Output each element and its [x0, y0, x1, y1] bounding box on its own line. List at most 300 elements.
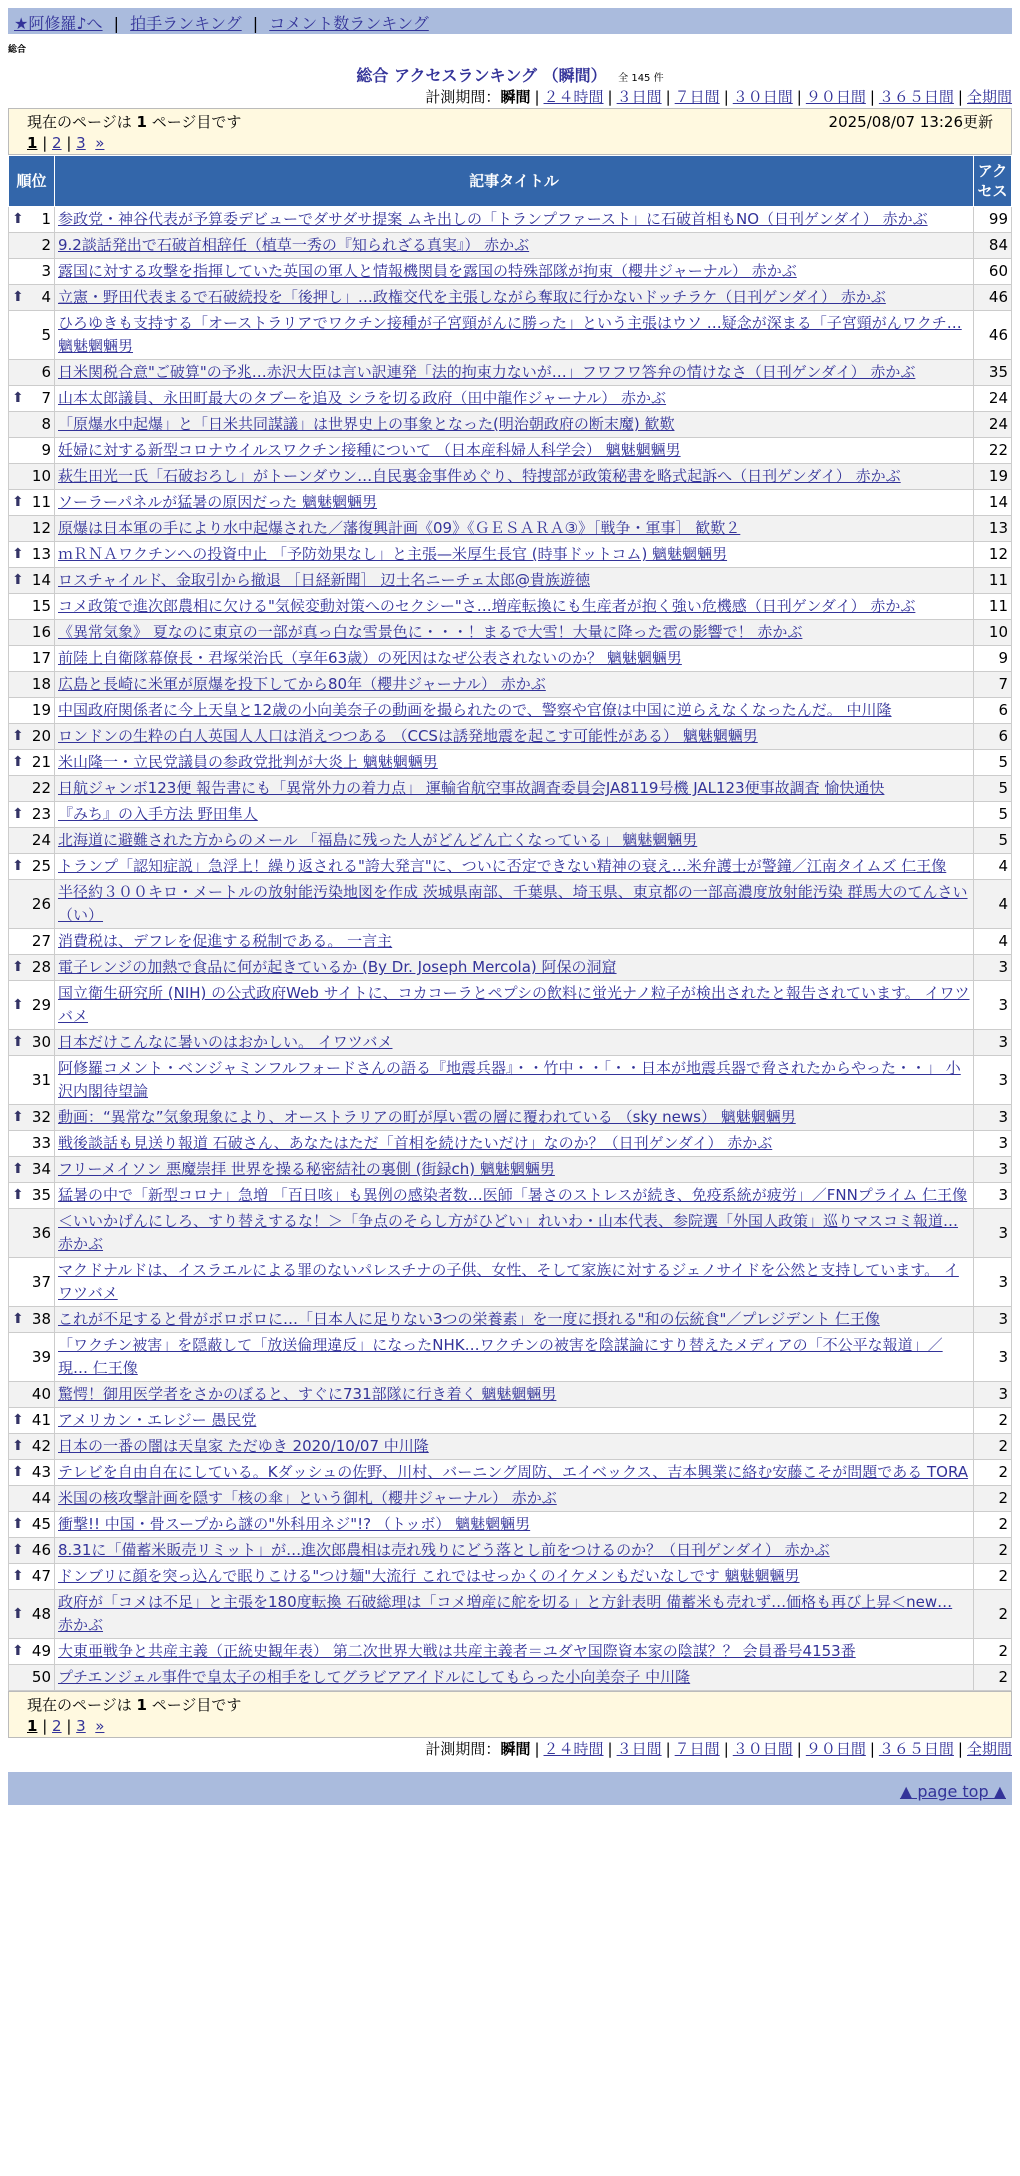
- table-row: [9, 1460, 1012, 1486]
- rank-number: 40: [31, 1385, 51, 1403]
- period-link[interactable]: ９０日間: [805, 88, 866, 106]
- rank-cell: [9, 698, 55, 724]
- rank-cell: [9, 1538, 55, 1564]
- rank-number: 16: [31, 623, 51, 641]
- page-number: 1: [136, 113, 147, 131]
- table-row: [9, 1131, 1012, 1157]
- rank-number: 13: [31, 545, 51, 563]
- rank-number: 23: [31, 805, 51, 823]
- rank-cell: [9, 1183, 55, 1209]
- rank-cell: [9, 1408, 55, 1434]
- rank-number: 46: [31, 1541, 51, 1559]
- article-link[interactable]: 米国の核攻撃計画を隠す「核の傘」という御札（櫻井ジャーナル） 赤かぶ: [58, 1489, 557, 1507]
- page-info-box: [8, 108, 1012, 155]
- access-count: 2: [974, 1408, 1012, 1434]
- rank-cell: [9, 854, 55, 880]
- title-cell: [55, 828, 974, 854]
- article-link[interactable]: ＜いいかげんにしろ、すり替えするな！＞「争点のそらし方がひどい」れいわ・山本代表、参院選「外国人政策」巡りマスコミ報道… 赤かぶ: [58, 1212, 959, 1253]
- access-count: 5: [974, 828, 1012, 854]
- access-count: 5: [974, 802, 1012, 828]
- article-link[interactable]: ソーラーパネルが猛暑の原因だった 魑魅魍魎男: [58, 493, 378, 511]
- home-link[interactable]: ★阿修羅♪へ: [14, 14, 103, 33]
- access-count: 46: [974, 285, 1012, 311]
- rank-cell: [9, 1639, 55, 1665]
- title-cell: [55, 1382, 974, 1408]
- rank-cell: [9, 1382, 55, 1408]
- table-row: [9, 259, 1012, 285]
- rank-cell: [9, 490, 55, 516]
- article-link[interactable]: 萩生田光一氏「石破おろし」がトーンダウン…自民裏金事件めぐり、特捜部が政策秘書を略式起訴へ（日刊ゲンダイ） 赤かぶ: [58, 467, 901, 485]
- period-link[interactable]: 全期間: [966, 88, 1012, 106]
- article-link[interactable]: 立憲・野田代表まるで石破続投を「後押し」…政権交代を主張しながら奪取に行かないドッチラケ（日刊ゲンダイ） 赤かぶ: [58, 288, 886, 306]
- article-link[interactable]: 国立衛生研究所 (NIH) の公式政府Web サイトに、コカコーラとペプシの飲料に蛍光ナノ粒子が検出されたと報告されています。 イワツバメ: [58, 984, 970, 1025]
- article-link[interactable]: 露国に対する攻撃を指揮していた英国の軍人と情報機関員を露国の特殊部隊が拘束（櫻井ジャーナル） 赤かぶ: [58, 262, 797, 280]
- access-count: 3: [974, 1382, 1012, 1408]
- rank-cell: [9, 207, 55, 233]
- title-cell: [55, 646, 974, 672]
- rank-cell: [9, 1157, 55, 1183]
- access-count: 2: [974, 1665, 1012, 1691]
- article-link[interactable]: 北海道に避難された方からのメール 「福島に残った人がどんどん亡くなっている」 魑魅魍魎男: [58, 831, 698, 849]
- rank-number: 15: [31, 597, 51, 615]
- table-row: [9, 1382, 1012, 1408]
- rank-number: 12: [31, 519, 51, 537]
- rank-cell: [9, 516, 55, 542]
- rank-number: 41: [31, 1411, 51, 1429]
- title-header: 記事タイトル: [55, 156, 974, 207]
- ranking-table: [8, 155, 1012, 1691]
- rank-cell: [9, 672, 55, 698]
- article-link[interactable]: 大東亜戦争と共産主義（正統史観年表） 第二次世界大戦は共産主義者＝ユダヤ国際資本家の陰謀？？ 会員番号4153番: [58, 1642, 856, 1660]
- rank-number: 20: [31, 727, 51, 745]
- table-row: [9, 1486, 1012, 1512]
- rank-cell: [9, 724, 55, 750]
- access-count: 3: [974, 1183, 1012, 1209]
- access-count: 19: [974, 464, 1012, 490]
- article-link[interactable]: 広島と長崎に米軍が原爆を投下してから80年（櫻井ジャーナル） 赤かぶ: [58, 675, 546, 693]
- table-row: [9, 285, 1012, 311]
- access-count: 2: [974, 1486, 1012, 1512]
- access-count: 9: [974, 646, 1012, 672]
- period-link[interactable]: ３０日間: [732, 1740, 793, 1758]
- title-cell: [55, 464, 974, 490]
- rank-number: 33: [31, 1134, 51, 1152]
- period-link[interactable]: ３０日間: [732, 88, 793, 106]
- up-arrow-icon: ⬆: [12, 1438, 24, 1454]
- rank-number: 42: [31, 1437, 51, 1455]
- article-link[interactable]: 猛暑の中で「新型コロナ」急増 「百日咳」も異例の感染者数…医師「暑さのストレスが続き、免疫系統が疲労」／FNNプライム 仁王像: [58, 1186, 968, 1204]
- title-cell: [55, 1258, 974, 1307]
- rank-cell: [9, 955, 55, 981]
- article-link[interactable]: 阿修羅コメント・ベンジャミンフルフォードさんの語る『地震兵器』・・竹中・・「・・日本が地震兵器で脅されたからやった・・」 小沢内閣待望論: [58, 1059, 961, 1100]
- rank-number: 30: [31, 1033, 51, 1051]
- article-link[interactable]: トランプ「認知症説」急浮上！繰り返される"誇大発言"に、ついに否定できない精神の衰え…米弁護士が警鐘／江南タイムズ 仁王像: [58, 857, 947, 875]
- period-separator: |: [607, 88, 613, 106]
- rank-cell: [9, 386, 55, 412]
- period-separator: |: [869, 88, 875, 106]
- article-link[interactable]: コメ政策で進次郎農相に欠ける"気候変動対策へのセクシー"さ…増産転換にも生産者が抱く強い危機感（日刊ゲンダイ） 赤かぶ: [58, 597, 916, 615]
- clap-ranking-link[interactable]: 拍手ランキング: [130, 14, 242, 33]
- rank-cell: [9, 285, 55, 311]
- period-link[interactable]: ３日間: [616, 1740, 662, 1758]
- title-cell: [55, 672, 974, 698]
- rank-number: 29: [31, 995, 51, 1014]
- article-link[interactable]: 日本だけこんなに暑いのはおかしい。 イワツバメ: [58, 1033, 393, 1051]
- pagination: [27, 1717, 993, 1735]
- rank-cell: [9, 1665, 55, 1691]
- article-link[interactable]: 山本太郎議員、永田町最大のタブーを追及 シラを切る政府（田中龍作ジャーナル） 赤かぶ: [58, 389, 667, 407]
- rank-number: 50: [31, 1668, 51, 1686]
- rank-number: 39: [31, 1347, 51, 1366]
- period-current: 瞬間: [500, 88, 531, 106]
- access-count: 3: [974, 1307, 1012, 1333]
- article-link[interactable]: 衝撃!! 中国・骨スープから謎の"外科用ネジ"!? （トッボ） 魑魅魍魎男: [58, 1515, 531, 1533]
- article-link[interactable]: 『みち』の入手方法 野田隼人: [58, 805, 258, 823]
- title-cell: [55, 929, 974, 955]
- period-link[interactable]: ２４時間: [543, 88, 604, 106]
- title-cell: [55, 259, 974, 285]
- access-count: 3: [974, 981, 1012, 1030]
- title-cell: [55, 1639, 974, 1665]
- page-link[interactable]: 3: [76, 134, 86, 152]
- page-link[interactable]: 3: [76, 1717, 86, 1735]
- article-link[interactable]: 中国政府関係者に今上天皇と12歳の小向美奈子の動画を撮られたので、警察や官僚は中国に逆らえなくなったんだ。 中川隆: [58, 701, 892, 719]
- title-cell: [55, 1590, 974, 1639]
- table-row: [9, 955, 1012, 981]
- table-row: [9, 854, 1012, 880]
- page-separator: |: [61, 134, 77, 152]
- article-link[interactable]: テレビを自由自在にしている。Kダッシュの佐野、川村、バーニング周防、エイベックス、吉本興業に絡む安藤こそが問題である TORA: [58, 1463, 969, 1481]
- title-cell: [55, 285, 974, 311]
- access-count: 3: [974, 1030, 1012, 1056]
- period-link[interactable]: ７日間: [674, 1740, 720, 1758]
- rank-number: 32: [31, 1108, 51, 1126]
- period-link[interactable]: ２４時間: [543, 1740, 604, 1758]
- period-selector: [8, 86, 1012, 108]
- title-cell: [55, 1460, 974, 1486]
- article-link[interactable]: 戦後談話も見送り報道 石破さん、あなたはただ「首相を続けたいだけ」なのか？（日刊ゲンダイ） 赤かぶ: [58, 1134, 773, 1152]
- access-count: 3: [974, 1157, 1012, 1183]
- article-link[interactable]: これが不足すると骨がボロボロに…「日本人に足りない3つの栄養素」を一度に摂れる"和の伝統食"／プレジデント 仁王像: [58, 1310, 880, 1328]
- table-row: [9, 1307, 1012, 1333]
- title-cell: [55, 880, 974, 929]
- rank-cell: [9, 1512, 55, 1538]
- article-link[interactable]: ｍＲＮＡワクチンへの投資中止 「予防効果なし」と主張—米厚生長官 (時事ドットコム) 魑魅魍魎男: [58, 545, 728, 563]
- period-link[interactable]: ９０日間: [805, 1740, 866, 1758]
- article-link[interactable]: 妊婦に対する新型コロナウイルスワクチン接種について （日本産科婦人科学会） 魑魅魍魎男: [58, 441, 681, 459]
- title-cell: [55, 724, 974, 750]
- table-row: [9, 724, 1012, 750]
- page-separator: |: [37, 134, 53, 152]
- title-cell: [55, 412, 974, 438]
- access-count: 4: [974, 880, 1012, 929]
- period-link[interactable]: ３６５日間: [878, 88, 954, 106]
- page-link[interactable]: 2: [52, 1717, 62, 1735]
- rank-cell: [9, 233, 55, 259]
- rank-cell: [9, 568, 55, 594]
- table-row: [9, 981, 1012, 1030]
- title-cell: [55, 311, 974, 360]
- title-cell: [55, 981, 974, 1030]
- article-link[interactable]: 米山隆一・立民党議員の参政党批判が大炎上 魑魅魍魎男: [58, 753, 438, 771]
- article-link[interactable]: ドンブリに顔を突っ込んで眠りこける"つけ麺"大流行 これではせっかくのイケメンもだいなしです 魑魅魍魎男: [58, 1567, 800, 1585]
- page-link[interactable]: 2: [52, 134, 62, 152]
- period-separator: |: [723, 88, 729, 106]
- rank-cell: [9, 464, 55, 490]
- rank-cell: [9, 1307, 55, 1333]
- access-count: 3: [974, 1105, 1012, 1131]
- table-row: [9, 1258, 1012, 1307]
- up-arrow-icon: ⬆: [12, 1109, 24, 1125]
- up-arrow-icon: ⬆: [12, 858, 24, 874]
- access-count: 60: [974, 259, 1012, 285]
- rank-cell: [9, 1105, 55, 1131]
- access-count: 2: [974, 1639, 1012, 1665]
- title-cell: [55, 698, 974, 724]
- up-arrow-icon: ⬆: [12, 728, 24, 744]
- rank-number: 26: [31, 894, 51, 913]
- page-separator: |: [61, 1717, 77, 1735]
- comment-ranking-link[interactable]: コメント数ランキング: [269, 14, 429, 33]
- title-cell: [55, 490, 974, 516]
- footer-pagetop: [8, 1778, 1012, 1805]
- rank-number: 43: [31, 1463, 51, 1481]
- rank-cell: [9, 776, 55, 802]
- access-count: 6: [974, 724, 1012, 750]
- article-link[interactable]: ひろゆきも支持する「オーストラリアでワクチン接種が子宮頸がんに勝った」という主張はウソ …疑念が深まる「子宮頸がんワクチ… 魑魅魍魎男: [58, 314, 962, 355]
- title-cell: [55, 955, 974, 981]
- title-cell: [55, 1564, 974, 1590]
- rank-cell: [9, 594, 55, 620]
- updated-timestamp: 2025/08/07 13:26更新: [828, 113, 993, 131]
- period-link[interactable]: 全期間: [966, 1740, 1012, 1758]
- table-row: [9, 750, 1012, 776]
- rank-number: 5: [41, 325, 51, 344]
- pagination: [27, 134, 993, 152]
- article-link[interactable]: プチエンジェル事件で皇太子の相手をしてグラビアアイドルにしてもらった小向美奈子 中川隆: [58, 1668, 691, 1686]
- rank-cell: [9, 1333, 55, 1382]
- title-cell: [55, 1157, 974, 1183]
- total-count: 全 145 件: [618, 73, 664, 84]
- rank-cell: [9, 1131, 55, 1157]
- rank-number: 9: [41, 441, 51, 459]
- access-count: 84: [974, 233, 1012, 259]
- article-link[interactable]: ロンドンの生粋の白人英国人人口は消えつつある （CCSは誘発地震を起こす可能性がある） 魑魅魍魎男: [58, 727, 758, 745]
- article-link[interactable]: 原爆は日本軍の手により水中起爆された／藩復興計画《09》《ＧＥＳＡＲＡ③》［戦争・軍事］ 歓歎２: [58, 519, 741, 537]
- rank-number: 31: [31, 1070, 51, 1089]
- nav-separator: |: [113, 14, 120, 33]
- title-cell: [55, 516, 974, 542]
- page-link-current[interactable]: 1: [27, 1717, 38, 1735]
- title-cell: [55, 620, 974, 646]
- article-link[interactable]: 「ワクチン被害」を隠蔽して「放送倫理違反」になったNHK…ワクチンの被害を陰謀論にすり替えたメディアの「不公平な報道」／現… 仁王像: [58, 1336, 943, 1377]
- article-link[interactable]: 驚愕！御用医学者をさかのぼると、すぐに731部隊に行き着く 魑魅魍魎男: [58, 1385, 557, 1403]
- title-cell: [55, 568, 974, 594]
- article-link[interactable]: 「原爆水中起爆」と「日米共同謀議」は世界史上の事象となった(明治朝政府の断末魔) 歓歎: [58, 415, 675, 433]
- rank-number: 48: [31, 1604, 51, 1623]
- rank-cell: [9, 646, 55, 672]
- article-link[interactable]: 8.31に「備蓄米販売リミット」が…進次郎農相は売れ残りにどう落とし前をつけるのか？（日刊ゲンダイ） 赤かぶ: [58, 1541, 830, 1559]
- rank-number: 34: [31, 1160, 51, 1178]
- period-separator: |: [957, 1740, 963, 1758]
- table-row: [9, 516, 1012, 542]
- up-arrow-icon: ⬆: [12, 1161, 24, 1177]
- title-cell: [55, 1434, 974, 1460]
- up-arrow-icon: ⬆: [12, 1311, 24, 1327]
- rank-number: 2: [41, 236, 51, 254]
- article-link[interactable]: 政府が「コメは不足」と主張を180度転換 石破総理は「コメ増産に舵を切る」と方針表明 備蓄米も売れず…価格も再び上昇＜new… 赤かぶ: [58, 1593, 953, 1634]
- rank-cell: [9, 1056, 55, 1105]
- rank-cell: [9, 750, 55, 776]
- period-separator: |: [796, 1740, 802, 1758]
- page-top-link[interactable]: ▲ page top ▲: [899, 1782, 1006, 1801]
- period-separator: |: [957, 88, 963, 106]
- title-cell: [55, 1183, 974, 1209]
- access-count: 2: [974, 1538, 1012, 1564]
- article-link[interactable]: 日本の一番の闇は天皇家 ただゆき 2020/10/07 中川隆: [58, 1437, 429, 1455]
- rank-number: 18: [31, 675, 51, 693]
- table-row: [9, 1434, 1012, 1460]
- rank-number: 45: [31, 1515, 51, 1533]
- article-link[interactable]: 《異常気象》 夏なのに東京の一部が真っ白な雪景色に・・・！まるで大雪！大量に降った雹の影響で！ 赤かぶ: [58, 623, 803, 641]
- up-arrow-icon: ⬆: [12, 494, 24, 510]
- article-link[interactable]: 動画：“異常な”気象現象により、オーストラリアの町が厚い雹の層に覆われている （sky news） 魑魅魍魎男: [58, 1108, 796, 1126]
- title-cell: [55, 1665, 974, 1691]
- up-arrow-icon: ⬆: [12, 390, 24, 406]
- up-arrow-icon: ⬆: [12, 1034, 24, 1050]
- table-row: [9, 698, 1012, 724]
- access-count: 24: [974, 386, 1012, 412]
- table-row: [9, 1665, 1012, 1691]
- access-count: 4: [974, 854, 1012, 880]
- period-link[interactable]: ７日間: [674, 88, 720, 106]
- access-count: 2: [974, 1460, 1012, 1486]
- page-title: [8, 63, 1012, 86]
- rank-cell: [9, 620, 55, 646]
- up-arrow-icon: ⬆: [12, 546, 24, 562]
- rank-number: 47: [31, 1567, 51, 1585]
- period-separator: |: [723, 1740, 729, 1758]
- access-header: アクセス: [974, 156, 1012, 207]
- article-link[interactable]: 日米関税合意"ご破算"の予兆…赤沢大臣は言い訳連発「法的拘束力ないが…」フワフワ答弁の情けなさ（日刊ゲンダイ） 赤かぶ: [58, 363, 916, 381]
- access-count: 11: [974, 568, 1012, 594]
- table-row: [9, 1209, 1012, 1258]
- rank-cell: [9, 1564, 55, 1590]
- period-link[interactable]: ３日間: [616, 88, 662, 106]
- rank-cell: [9, 1486, 55, 1512]
- up-arrow-icon: ⬆: [12, 1516, 24, 1532]
- table-row: [9, 802, 1012, 828]
- table-row: [9, 929, 1012, 955]
- up-arrow-icon: ⬆: [12, 754, 24, 770]
- title-cell: [55, 1333, 974, 1382]
- page-link-current[interactable]: 1: [27, 134, 38, 152]
- access-count: 3: [974, 1258, 1012, 1307]
- title-cell: [55, 207, 974, 233]
- next-page-link[interactable]: »: [95, 1717, 105, 1735]
- access-count: 3: [974, 955, 1012, 981]
- up-arrow-icon: ⬆: [12, 289, 24, 305]
- rank-cell: [9, 542, 55, 568]
- article-link[interactable]: 消費税は、デフレを促進する税制である。 一言主: [58, 932, 393, 950]
- up-arrow-icon: ⬆: [12, 1643, 24, 1659]
- article-link[interactable]: 半径約３００キロ・メートルの放射能汚染地図を作成 茨城県南部、千葉県、埼玉県、東京都の一部高濃度放射能汚染 群馬大のてんさい（い）: [58, 883, 968, 924]
- title-cell: [55, 594, 974, 620]
- access-count: 46: [974, 311, 1012, 360]
- period-separator: |: [534, 1740, 540, 1758]
- rank-cell: [9, 360, 55, 386]
- access-count: 2: [974, 1564, 1012, 1590]
- article-link[interactable]: マクドナルドは、イスラエルによる罪のないパレスチナの子供、女性、そして家族に対するジェノサイドを公然と支持しています。 イワツバメ: [58, 1261, 959, 1302]
- rank-number: 24: [31, 831, 51, 849]
- page-separator: |: [37, 1717, 53, 1735]
- title-cell: [55, 360, 974, 386]
- access-count: 3: [974, 1056, 1012, 1105]
- up-arrow-icon: ⬆: [12, 1412, 24, 1428]
- article-link[interactable]: 9.2談話発出で石破首相辞任（植草一秀の『知られざる真実』） 赤かぶ: [58, 236, 530, 254]
- access-count: 11: [974, 594, 1012, 620]
- up-arrow-icon: ⬆: [12, 1464, 24, 1480]
- rank-number: 37: [31, 1272, 51, 1291]
- rank-header: 順位: [9, 156, 55, 207]
- table-row: [9, 438, 1012, 464]
- rank-number: 8: [41, 415, 51, 433]
- table-row: [9, 1538, 1012, 1564]
- up-arrow-icon: ⬆: [12, 806, 24, 822]
- access-count: 10: [974, 620, 1012, 646]
- top-nav-bar: [8, 8, 1012, 34]
- rank-cell: [9, 438, 55, 464]
- article-link[interactable]: 参政党・神谷代表が予算委デビューでダサダサ提案 ムキ出しの「トランプファースト」に石破首相もNO（日刊ゲンダイ） 赤かぶ: [58, 210, 928, 228]
- access-count: 3: [974, 1131, 1012, 1157]
- title-cell: [55, 233, 974, 259]
- period-link[interactable]: ３６５日間: [878, 1740, 954, 1758]
- article-link[interactable]: ロスチャイルド、金取引から撤退 ［日経新聞］ 辺土名ニーチェ太郎@貴族遊徳: [58, 571, 590, 589]
- rank-cell: [9, 828, 55, 854]
- next-page-link[interactable]: »: [95, 134, 105, 152]
- rank-cell: [9, 1460, 55, 1486]
- period-selector-bottom: [8, 1738, 1012, 1760]
- access-count: 6: [974, 698, 1012, 724]
- access-count: 24: [974, 412, 1012, 438]
- rank-number: 25: [31, 857, 51, 875]
- title-cell: [55, 438, 974, 464]
- table-row: [9, 1105, 1012, 1131]
- article-link[interactable]: 前陸上自衛隊幕僚長・君塚栄治氏（享年63歳）の死因はなぜ公表されないのか？ 魑魅魍魎男: [58, 649, 682, 667]
- article-link[interactable]: アメリカン・エレジー 愚民党: [58, 1411, 257, 1429]
- rank-number: 11: [31, 493, 51, 511]
- rank-number: 49: [31, 1642, 51, 1660]
- rank-number: 10: [31, 467, 51, 485]
- article-link[interactable]: フリーメイソン 悪魔崇拝 世界を操る秘密結社の裏側 (街録ch) 魑魅魍魎男: [58, 1160, 555, 1178]
- table-row: [9, 360, 1012, 386]
- article-link[interactable]: 電子レンジの加熱で食品に何が起きているか (By Dr. Joseph Mercola) 阿保の洞窟: [58, 958, 617, 976]
- page-prefix: 現在のページは: [27, 1696, 132, 1714]
- period-separator: |: [607, 1740, 613, 1758]
- rank-number: 14: [31, 571, 51, 589]
- table-row: [9, 1030, 1012, 1056]
- access-count: 2: [974, 1590, 1012, 1639]
- rank-number: 35: [31, 1186, 51, 1204]
- title-cell: [55, 1056, 974, 1105]
- article-link[interactable]: 日航ジャンボ123便 報告書にも「異常外力の着力点」 運輸省航空事故調査委員会JA8119号機 JAL123便事故調査 愉快通快: [58, 779, 885, 797]
- table-row: [9, 672, 1012, 698]
- up-arrow-icon: ⬆: [12, 1187, 24, 1203]
- page-info-box-bottom: [8, 1691, 1012, 1738]
- access-count: 5: [974, 750, 1012, 776]
- title-cell: [55, 542, 974, 568]
- rank-cell: [9, 929, 55, 955]
